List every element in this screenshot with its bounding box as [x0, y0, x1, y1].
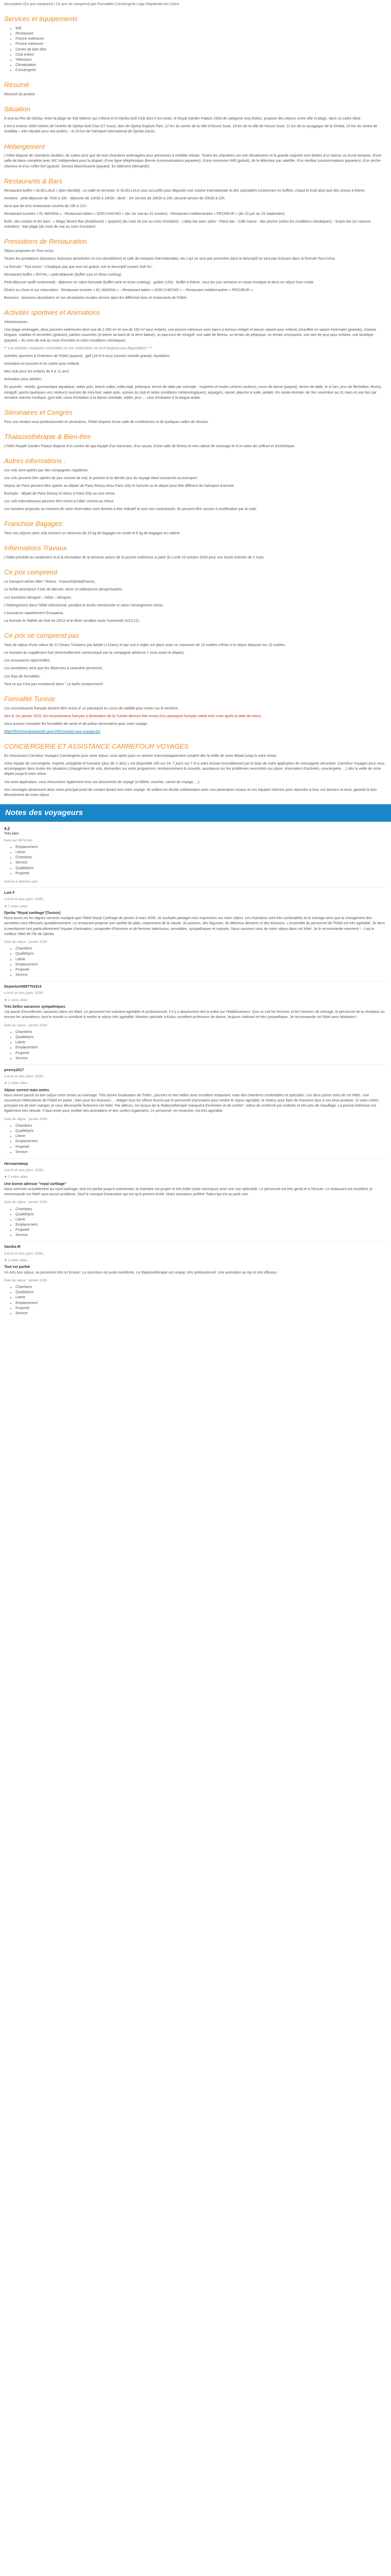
criteria-item: • Emplacement	[15, 1301, 387, 1306]
prestations-text: Toutes les prestations (boissons, boissons alcoolisées et non-alcoolisées) et café de marques internationales, etc.) qui ne sont pas précisées dans le descriptif ne sont pas incluses dans la formule Tout inclus.	[4, 257, 336, 261]
criteria-item: • Chambres	[15, 855, 387, 860]
resume-text: Résumé du produit	[4, 93, 35, 97]
review-text: Nous avons eu les dignes services souligné que l’hôtel Royal Carthage de janvier à mars 2026. Je souhaite partager mon impression sur notre séjour. Les chambres sont très confortables et le ménage ainsi que la changement des serviettes sont effectués quotidiennement. Le restaurant propose une variété de plats, notamment de la viande, du poisson, des légumes, de délicieux desserts et des boissons. L’ensemble du personnel de l’hôtel est très agréable. Je tiens à mentionner tout particulièrement l’équipe d’animation, composée d’hommes et de femmes talentueux, serviables, sympathiques et reposés. Nous sommes ravis de notre séjour dans cet hôtel. Je le recommande vivement ! - Lisa le meilleur hôtel de l’île de Djerba.	[4, 917, 385, 936]
travaux-text: L’hôtel procède au ravalement et à la rénovation de la terrasse autour de la piscine extérieure à partir du Lundi 19 octobre 2026 pour une durée estimée de 2 mois.	[4, 556, 265, 560]
prix-item: Les transferts Aéroport – Hôtel – Aéroport,	[4, 596, 72, 600]
service-item: • Club enfant	[15, 53, 387, 58]
criteria-item: • Service	[15, 1233, 387, 1238]
criteria-item: • Literie	[15, 1217, 387, 1223]
service-item: • Piscine intérieure	[15, 42, 387, 47]
criteria-item: • Propreté	[15, 1306, 387, 1311]
service-item: • Télévision	[15, 58, 387, 63]
review-date: a écrit un avis (janv. 2026)	[4, 897, 43, 902]
criteria-list	[4, 1124, 387, 1155]
prix-item: L’hébergement dans l’hôtel sélectionné, pendant la durée mentionnée et selon l’arrangement choisi,	[4, 603, 164, 607]
review-text: J’ai passé d’excellentes vacances dans cet hôtel. Le personnel est vraiment agréable et professionnel, il n’y a absolument rien à redire sur l’établissement. Que ce soit les femmes et les hommes de ménage, le personnel de la réception ou encore les animateurs, tout le monde a contribué à rendre le séjour très agréable. Mention spéciale à Koluv, excellent professeur de danse, toujours motivant et très sympathique. Je recommande cet hôtel sans hésitation !	[4, 1010, 385, 1020]
service-item: • Wifi	[15, 26, 387, 31]
review-item	[4, 1064, 387, 1155]
review-score: 4.2	[4, 826, 10, 831]
review-date: a écrit un avis (janv. 2026)	[4, 1074, 43, 1078]
review-stay-date: Date du séjour : janvier 2026	[4, 1117, 47, 1121]
service-item: • Conciergerie	[15, 68, 387, 73]
noprix-note: Tout ce qui n’est pas mentionné dans " Le tarifs comprennent".	[4, 682, 105, 686]
noprix-item: Le montant du supplément fuel (éventuellement communiqué par la compagnie aérienne 1 mois avant le départ),	[4, 651, 185, 655]
formalite-title: Formalité Tunisie	[4, 694, 55, 703]
review-stay-date: Date du séjour : janvier 2026	[4, 1023, 47, 1027]
review-date: a écrit un avis (janv. 2026)	[4, 991, 43, 995]
prestations-text: La formule " Tout inclus " n’implique pas que tout est gratuit, voir le descriptif suivant Soft Inc :	[4, 265, 154, 269]
situation-text: Il est à environ 3000 mètres de l’entrée de Djerba Golf Club (27 trous), 3km de Djerba Explore Park, 12 km du centre de la ville d’Houmt Souk, 19 km de la ville de Houmt Souk, 21 km de la synagogue de la Ghriba, 24 km du centre de Guellala – très réputée pour ses potiers – et 29 km de l’aéroport international de Djerba-Zarzis.	[4, 125, 378, 134]
criteria-item: • Propreté	[15, 968, 387, 973]
criteria-list	[4, 1207, 387, 1239]
prestations-text: Séjour proposés en Tout inclus.	[4, 249, 55, 253]
franchise-text: Tous nos séjours avec vols incluent un minimum de 23 kg de bagages en soute et 6 kg de bagages en cabine.	[4, 532, 181, 536]
criteria-item: • Literie	[15, 850, 387, 855]
review-votes: ★ 2 votes utiles	[4, 904, 28, 908]
formalite-link[interactable]: http//Ofichenesdivpasesle.gouv.fr/fr/conseils-aux-voyageurs/	[4, 730, 101, 734]
criteria-item: • Chambres	[15, 946, 387, 952]
review-stay-date: Date du séjour : janvier 2026	[4, 1278, 47, 1282]
review-text: Un très bon séjour, un personnel très à l’écoute. La nourriture est juste excellente. La thalassothérapie est unique, très professionnel. Une animation au top et très efficace.	[4, 1270, 278, 1275]
service-item: • Centre de bien être	[15, 47, 387, 53]
review-text: Nous sommes actuellement au royal karthage, tout est parfait jusqu’à maintenant, la chambre est propre et très belle (style moresque) avec une vue splendide. Le personnel est très gentil et à l’écoute. Le restaurant est excellent, je recommande cet hôtel sans aucun problème. Sauf le manque d’animation qui est qu’à présent limité. Notre animateur préféré "halou"qui est au petit soin.	[4, 1187, 373, 1197]
review-author: Hermanniwop	[4, 1162, 28, 1166]
restaurants-text: Ainsi que de trois restaurants ouverts de 19h à 21h :	[4, 204, 88, 208]
all-reviews-link[interactable]: Voir les 5 derniers avis	[4, 879, 38, 884]
restaurants-text: Restaurant buffet « OLIELLALA » (bien familial) : un salle en terrasse, le OLIELLALA vous accueille pour déguster une cuisine internationale et des spécialités tunisiennes en buffets, chaud et froid ainsi que des shows à thème.	[4, 189, 366, 193]
hebergement-text: L’hôtel dispose de chambres doubles, de suites ainsi que de trois chambres aménagées pour personnes à mobilité réduite. Toutes les chambres ont une climatisation et la grande majorité sont dotées d’un balcon ou d’une terrasse, d’une salle de bains complète avec WC indépendant pour la plupart, d’une ligne téléphonique directe (communications payantes), d’une connexion Wifi (gratuit), de la télévision par satellite, d’un minibar (consommations payantes), d’un sèche-cheveux et d’un coffre-fort (gratuit). Service blanchisserie (payant). En bâtiment (demande).	[4, 154, 382, 168]
criteria-item: • Propreté	[15, 1228, 387, 1233]
service-item: • Climatisation	[15, 63, 387, 68]
noprix-item: Les pourboires ainsi que les dépenses à caractère personnel,	[4, 667, 103, 671]
criteria-item: • Emplacement	[15, 845, 387, 850]
formalite-warning: Dès le 1er janvier 2025, les ressortissants français à destination de la Tunisie devront être munis d’un passeport français valide trois mois après la date de retour.	[4, 714, 262, 718]
noprix-item: Taxe de séjour d’une valeur de 12 Dinars Tunisiens par Adulte (+12ans) et par nuit à régler sur place avec un maximum de 10 nuitées même si le séjour dépasse les 10 nuitées	[4, 643, 285, 647]
franchise-title: Franchise Bagages:	[4, 520, 64, 528]
concierge-text: Via votre application, vous retrouverez également tous vos documents de voyage (e-billets, voucher, carnet de voyage, ...).	[4, 780, 201, 784]
review-title: Une bonne adresse "royal carthage"	[4, 1182, 67, 1186]
seminaires-title: Séminaires et Congrès	[4, 408, 73, 416]
criteria-item: • Qualité/prix	[15, 1290, 387, 1295]
review-count: basé sur 3676 Avis	[4, 838, 32, 842]
noprix-item: Les frais de formalités.	[4, 674, 41, 679]
service-item: • Piscine extérieure	[15, 37, 387, 42]
criteria-item: • Chambres	[15, 1124, 387, 1129]
restaurants-text: Restaurant tunisien « EL MAHDIA » - Restaurant italien « DON CHICHIO » (de 1er mai au 31 octobre) - Restaurant méditerranéen « PECHEUR » (du 15 juin au 15 septembre).	[4, 212, 286, 216]
review-author: pevery2017	[4, 1068, 24, 1072]
reviews-bar: Notes des voyageurs	[0, 804, 391, 822]
activites-text: Une plage aménagée, deux piscines extérieures dont une de 2 000 m² et une de 150 m² pour enfants, une piscine intérieure avec bains à remous intégré et bassin séparé pour enfants (chauffée en saison hivernale) (gratuits), chaises longues, matelas et serviettes (gratuits), parties couvertes (à retenir au bord de la terre battue), un parcours de minigolf, une salle de fitness, un terrain de pétanque, un terrain omnisports, une aire de jeux pour enfants, une boutique (payant) – du mois de mai au mois d’octobre et selon conditions climatiques.	[4, 328, 377, 343]
criteria-item: • Service	[15, 1056, 387, 1061]
autres-title: Autres informations :	[4, 456, 66, 465]
review-item	[4, 981, 387, 1061]
prix-item: Le forfait assistance 3 kits de bienver, taxes et redevances aéroportuaires.	[4, 588, 123, 592]
concierge-text: Vos conseiges deviennent alors votre principal point de contact durant tout votre voyage. Ils veillent en étroite collaboration avec nos partenaires locaux et nos équipes internes pour répondre à tous vos besoins et ainsi, garantir le bon déroulement de votre séjour.	[4, 788, 377, 797]
review-score-label: Très bien	[4, 832, 19, 836]
activites-note: ** Les activités nautiques motorisées et non motorisées ne sont toujours pas disponibles** **	[4, 346, 152, 350]
restaurants-title: Restaurants & Bars	[4, 177, 62, 185]
criteria-item: • Propreté	[15, 871, 387, 876]
review-stay-date: Date du séjour : janvier 2026	[4, 1200, 47, 1205]
description-bar: Description (Ce prix comprend / Ce prix ne comprend pas Formalités Conciergerie Loge Hispahotel Ain Client	[4, 3, 179, 6]
criteria-item: • Qualité/prix	[15, 952, 387, 957]
hebergement-title: Hébergement	[4, 142, 45, 150]
review-author: Sandra M	[4, 1245, 21, 1249]
activites-text: Mini club pour les enfants de 4 à 12 ans/	[4, 370, 69, 374]
autres-item: Les horaires proposés au moment de votre réservation sont donnés à titre indicatif et sont non contractuels. Ils peuvent être soumis à modification par la suite.	[4, 507, 257, 512]
prix-item: La formule en fidélité de Nuit (et 24/12 et le dîner recalbre toute l’université 2r/11/12).	[4, 619, 140, 623]
criteria-item: • Literie	[15, 1134, 387, 1139]
noprix-item: Les assurances optionnelles,	[4, 659, 51, 663]
criteria-item: • Qualité/prix	[15, 1129, 387, 1134]
review-author: Luie F	[4, 891, 15, 895]
thalasso-text: L’hôtel Royale Garden Palace dispose d’un centre de spa équipé d’un hammam, d’un sauna, d’une salle de fitness et met cabine de massage et d’un salon de coiffure et d’esthétique.	[4, 444, 296, 448]
prestations-text: Dîners au choix et sur réservation : Restaurant tunisien « EL MAHDIA » – Restaurant italien « DON CHICHIO » – Restaurant méditerranéen « PECHEUR ».	[4, 289, 254, 292]
review-item	[4, 1158, 387, 1239]
reviews-section	[0, 822, 391, 1320]
criteria-item: • Emplacement	[15, 1139, 387, 1144]
criteria-list	[4, 1285, 387, 1316]
travaux-title: Informations Travaux	[4, 544, 67, 552]
activites-text: Infrastructures :	[4, 320, 29, 325]
criteria-item: • Literie	[15, 957, 387, 962]
formalite-text: Les ressortissants français doivent être munis d’ un passeport en cours de validité pour entrer sur le territoire.	[4, 706, 179, 710]
situation-text: À tout au Fès de Djerba, entre la plage de Sidi Mahrez qui s’étend et le Djerba Golf Club dont il est voisin, le Royal Garden Palace, hôtel de catégorie cinq étoiles, propose des séjours entre ville et plage, dans un cadre idéal.	[4, 117, 362, 121]
criteria-item: • Propreté	[15, 1145, 387, 1150]
restaurants-text: Enfin, des snacks et les bars : « Magic Beach Bar (Andalouse) » (payant) (du mois de juin au mois d’octobre) - Lobby bar avec salon - Piano bar - Café maure - Bar piscine (selon les conditions climatiques) - Snack bar (en saisons estivales) - Bar plage (du mois de mai au mois d’octobre)	[4, 220, 371, 229]
activites-title: Activités sportives et Animations	[4, 309, 100, 317]
prestations-text: Petit-déjeuner tardif continental) - déjeuner en salon forestale (buffet varié et show cooking) - goûter (15h) - Buffet à thème : tous les jour semaine un repas exotique et deux en séjour hors mode.	[4, 280, 315, 284]
criteria-item: • Service	[15, 973, 387, 978]
criteria-item: • Emplacement	[15, 962, 387, 968]
activites-text: En journée : réveils, gymnastique aquatique, water polo, beach volley, volley-ball, pétanque, tennis de table par exemple - inspirées et toutes centres couleurs, cours de danse (payant), tennis de table, tir à l’arc, jeux de fléchettes, fitness, minigolf, sports (quelques-uns moteurs) tournois de mini-foot, water polo, scènes du club et selon conditions météorologiques), aquagym, canoë, planche à voile, pédalo. En soirée Animée, de 3ec novembre au 31 mars et une fois par semaine marche nordique, gym ball, cours d’initiation à la danse orientale, tobbe, jeux … cour d’initiation à la langue arabe.	[4, 385, 382, 400]
review-title: Séjour correct mais amies	[4, 1088, 50, 1092]
criteria-item: • Qualité/prix	[15, 1035, 387, 1040]
activites-text: Animation en journée et en soirée pour enfants	[4, 362, 79, 366]
review-text: Nous avons passé un bon séjour entre amies au Karlsage. Très bonne localisation de l’hôtel , piscines et mer belles avec excellent restaurant, mais des chambres confortables et spéciales. Les deux points noirs de cet hôtel : une couverture hétérodonte de l’hôtel en partie ; bien pour les boissons … Malgré tous les efforts fournis par le personnel d’animation pour rendre le séjour agréable, le moteur pour faire de réactions face à ces lieux produits. Si votre critère principal est de bien manger, je vous déconseille fortement cet hôtel. Par ailleurs, les locaux de la thalassothérapie manquent d’entretien et de confort : odeur de renfermé par endroits et très peu de chauffage. La piscine intérieure est également très vétuste. Il faut rester pour profiter des animations et des sorties organisées. Le personnel, en revanche, est très agréable.	[4, 1093, 379, 1113]
prestations-title: Prestations de Restauration	[4, 238, 87, 246]
services-title: Services et équipements	[4, 15, 78, 23]
criteria-item: • Emplacement	[15, 1223, 387, 1228]
criteria-item: • Chambres	[15, 1207, 387, 1212]
review-votes: ★ 1 votes utiles	[4, 998, 28, 1002]
review-date: a écrit un avis (janv. 2026)	[4, 1168, 43, 1172]
review-item	[4, 1241, 387, 1316]
review-stay-date: Date du séjour : janvier 2026	[4, 940, 47, 944]
criteria-list	[4, 946, 387, 978]
autres-item: Exemple : départ de Paris Roissy et retour à Paris Orly ou vice-versa.	[4, 492, 116, 496]
criteria-item: • Service	[15, 1311, 387, 1316]
prestations-text: Restaurant buffet « ROYAL » petit-déjeuner (buffet suivi et show cooking)	[4, 273, 121, 277]
criteria-item: • Propreté	[15, 1051, 387, 1056]
prestations-text: Boissons : boissons alcoolisées et non alcoolisées locales servies dans les différents bars et restaurants de l’hôtel.	[4, 296, 188, 300]
criteria-item: • Emplacement	[15, 1045, 387, 1050]
review-title: Djerba "Royal carthage"(Tunisie)	[4, 911, 61, 916]
activites-text: Animation pour adultes :	[4, 378, 43, 382]
concierge-text: En choisissant Carrefour Voyages Conciergerie pour votre séjour, vous optez pour un service d’accompagnement complet dès la veille de votre départ jusqu’à votre retour.	[4, 754, 278, 758]
autres-item: Les vols sont opérés par des compagnies régulières.	[4, 468, 89, 472]
thalasso-title: Thalassothérapie & Bien-être	[4, 432, 91, 440]
resume-title: Résumé	[4, 81, 29, 89]
review-votes: ★ 1 votes utiles	[4, 1081, 28, 1086]
criteria-item: • Chambres	[15, 1030, 387, 1035]
review-title: Tout est parfait	[4, 1265, 30, 1269]
prix-title: Ce prix comprend	[4, 568, 57, 577]
review-votes: ★ 2 votes utiles	[4, 1175, 28, 1179]
prix-item: Le transport aérien Aller / Retour : France/Djerba/France,	[4, 580, 96, 584]
autres-item: Depuis de Paris peuvent être opérés au départ de Paris Roissy et/ou Paris Orly et l’arrivée ou le départ peut être différent de l’aéroport d’arrivée.	[4, 484, 235, 488]
review-title: Très belles vacances sympathiques	[4, 1005, 66, 1009]
review-item	[4, 887, 387, 978]
criteria-list	[4, 845, 387, 876]
services-list	[4, 26, 387, 73]
criteria-item: • Service	[15, 1150, 387, 1155]
criteria-item: • Literie	[15, 1040, 387, 1045]
concierge-text: Votre équipe de conciergerie, experte, polyglotte et humaine (plus de ½ des) 1 est disponible 24h sur 24, 7 jours sur 7 et à votre écoute inconditionnel par le biais de notre application de messagerie sécurisée. Carrefour Voyages pour vous accompagner dans toutes les situations (changement de vols, demandes sur votre programme, remboursement & conseils, assistance sur les problèmes rencontrés sur place, réservation d’activités, conciergerie, ...) dès la veille de votre départ jusqu’à votre retour.	[4, 762, 385, 776]
criteria-list	[4, 1030, 387, 1061]
noprix-title: Ce prix ne comprend pas	[4, 632, 79, 640]
prix-item: L’assurance rapatriement Groupama,	[4, 611, 64, 615]
concierge-title: CONCIERGERIE ET ASSISTANCE CARREFOUR VOYAGES	[4, 742, 189, 751]
formalite-text: Vous pouvez consulter les formalités de santé et de police nécessaires pour votre voyage :	[4, 722, 150, 726]
criteria-item: • Chambres	[15, 1285, 387, 1290]
seminaires-text: Pour vos rendez-vous professionnels et séminaires, l’hôtel dispose d’une salle de conférences et de quelques salles de réunion.	[4, 420, 209, 424]
criteria-item: • Qualité/prix	[15, 1212, 387, 1217]
service-item: • Restaurant	[15, 31, 387, 37]
restaurants-text: Horaires : petit-déjeuner de 7h30 à 10h - déjeuner de 12h30 à 14h30 - diner : 1er service de 18h30 à 20h, second service de 20h30 à 22h.	[4, 196, 226, 200]
review-date: a écrit un avis (janv. 2026)	[4, 1251, 43, 1256]
review-votes: ★ 1 votes utiles	[4, 1259, 28, 1263]
review-author: Departure5887751914	[4, 985, 41, 989]
activites-text: Activités sportives à l’extérieur de l’hôtel (payant) : golf (18 et 9 trou) (service navette gratuit), équitation.	[4, 354, 171, 358]
criteria-item: • Service	[15, 860, 387, 866]
criteria-item: • Literie	[15, 1295, 387, 1300]
autres-item: Les vols internationaux peuvent être munis à l’aller comme au retour.	[4, 500, 115, 504]
autres-item: Les vols peuvent être opérés de jour comme de nuit, le premier et le dernier jour du voyage étant consacrés au transport.	[4, 476, 198, 480]
situation-title: Situation	[4, 105, 30, 113]
criteria-item: • Qualité/prix	[15, 866, 387, 871]
